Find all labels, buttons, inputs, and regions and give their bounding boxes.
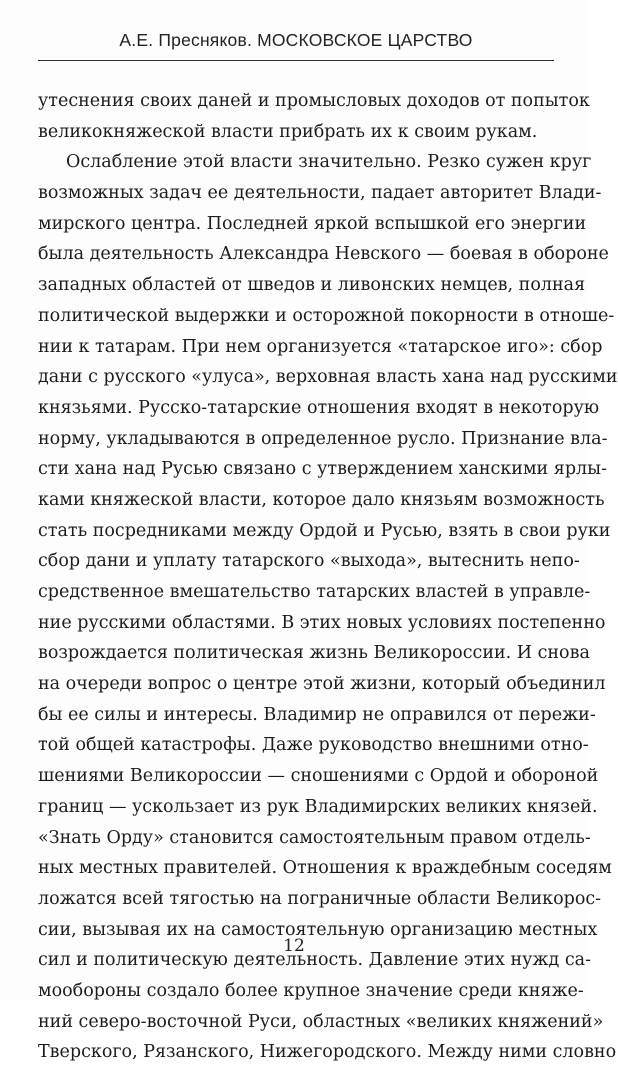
- text-line: той общей катастрофы. Даже руководство внешними отно-: [38, 735, 589, 756]
- header-rule: [38, 60, 554, 61]
- text-line: «Знать Орду» становится самостоятельным правом отдель-: [38, 827, 591, 848]
- text-line: утеснения своих даней и промысловых доходов от попыток: [38, 91, 590, 111]
- running-header: А.Е. Пресняков. МОСКОВСКОЕ ЦАРСТВО: [119, 30, 473, 50]
- text-line: мирского центра. Последней яркой вспышкой его энергии: [38, 213, 587, 234]
- text-line: ний северо-восточной Руси, областных «великих княжений»: [38, 1011, 604, 1032]
- text-line: мообороны создало более крупное значение среди княже-: [38, 980, 584, 1001]
- text-line: нии к татарам. При нем организуется «татарское иго»: сбор: [38, 336, 603, 357]
- body-text: [38, 86, 618, 1068]
- text-line: дани с русского «улуса», верховная власть хана над русскими: [38, 367, 618, 388]
- text-line: ние русскими областями. В этих новых условиях постепенно: [38, 612, 606, 633]
- text-line: политической выдержки и осторожной покорности в отноше-: [38, 305, 615, 326]
- text-line: ками княжеской власти, которое дало князьям возможность: [38, 489, 605, 510]
- text-line: ложатся всей тягостью на пограничные области Великорос-: [38, 888, 602, 909]
- text-line: бы ее силы и интересы. Владимир не оправился от пережи-: [38, 704, 596, 725]
- text-line: была деятельность Александра Невского — боевая в обороне: [38, 244, 609, 265]
- text-line: норму, укладываются в определенное русло. Признание вла-: [38, 428, 608, 449]
- page-number: 12: [283, 936, 305, 956]
- text-line: на очереди вопрос о центре этой жизни, который объединил: [38, 674, 606, 695]
- text-line: стать посредниками между Ордой и Русью, взять в свои руки: [38, 520, 611, 541]
- text-line: князьями. Русско-татарские отношения входят в некоторую: [38, 397, 600, 418]
- text-line: сии, вызывая их на самостоятельную организацию местных: [38, 919, 598, 940]
- text-line: великокняжеской власти прибрать их к своим рукам.: [38, 121, 538, 142]
- text-line: границ — ускользает из рук Владимирских великих князей.: [38, 796, 598, 817]
- text-line: ных местных правителей. Отношения к враждебным соседям: [38, 858, 612, 879]
- text-line: шениями Великороссии — сношениями с Ордой и обороной: [38, 766, 599, 787]
- text-line: сти хана над Русью связано с утверждением ханскими ярлы-: [38, 459, 607, 480]
- text-line: Тверского, Рязанского, Нижегородского. Между ними словно: [38, 1042, 617, 1063]
- text-line: сбор дани и уплату татарского «выхода», вытеснить непо-: [38, 551, 580, 572]
- text-line: Ослабление этой власти значительно. Резко сужен круг: [66, 152, 592, 173]
- text-line: западных областей от шведов и ливонских немцев, полная: [38, 275, 586, 296]
- text-line: средственное вмешательство татарских властей в управле-: [38, 582, 591, 602]
- text-line: сил и политическую деятельность. Давление этих нужд са-: [38, 950, 592, 971]
- text-line: возможных задач ее деятельности, падает авторитет Влади-: [38, 183, 602, 204]
- text-line: возрождается политическая жизнь Великороссии. И снова: [38, 643, 590, 664]
